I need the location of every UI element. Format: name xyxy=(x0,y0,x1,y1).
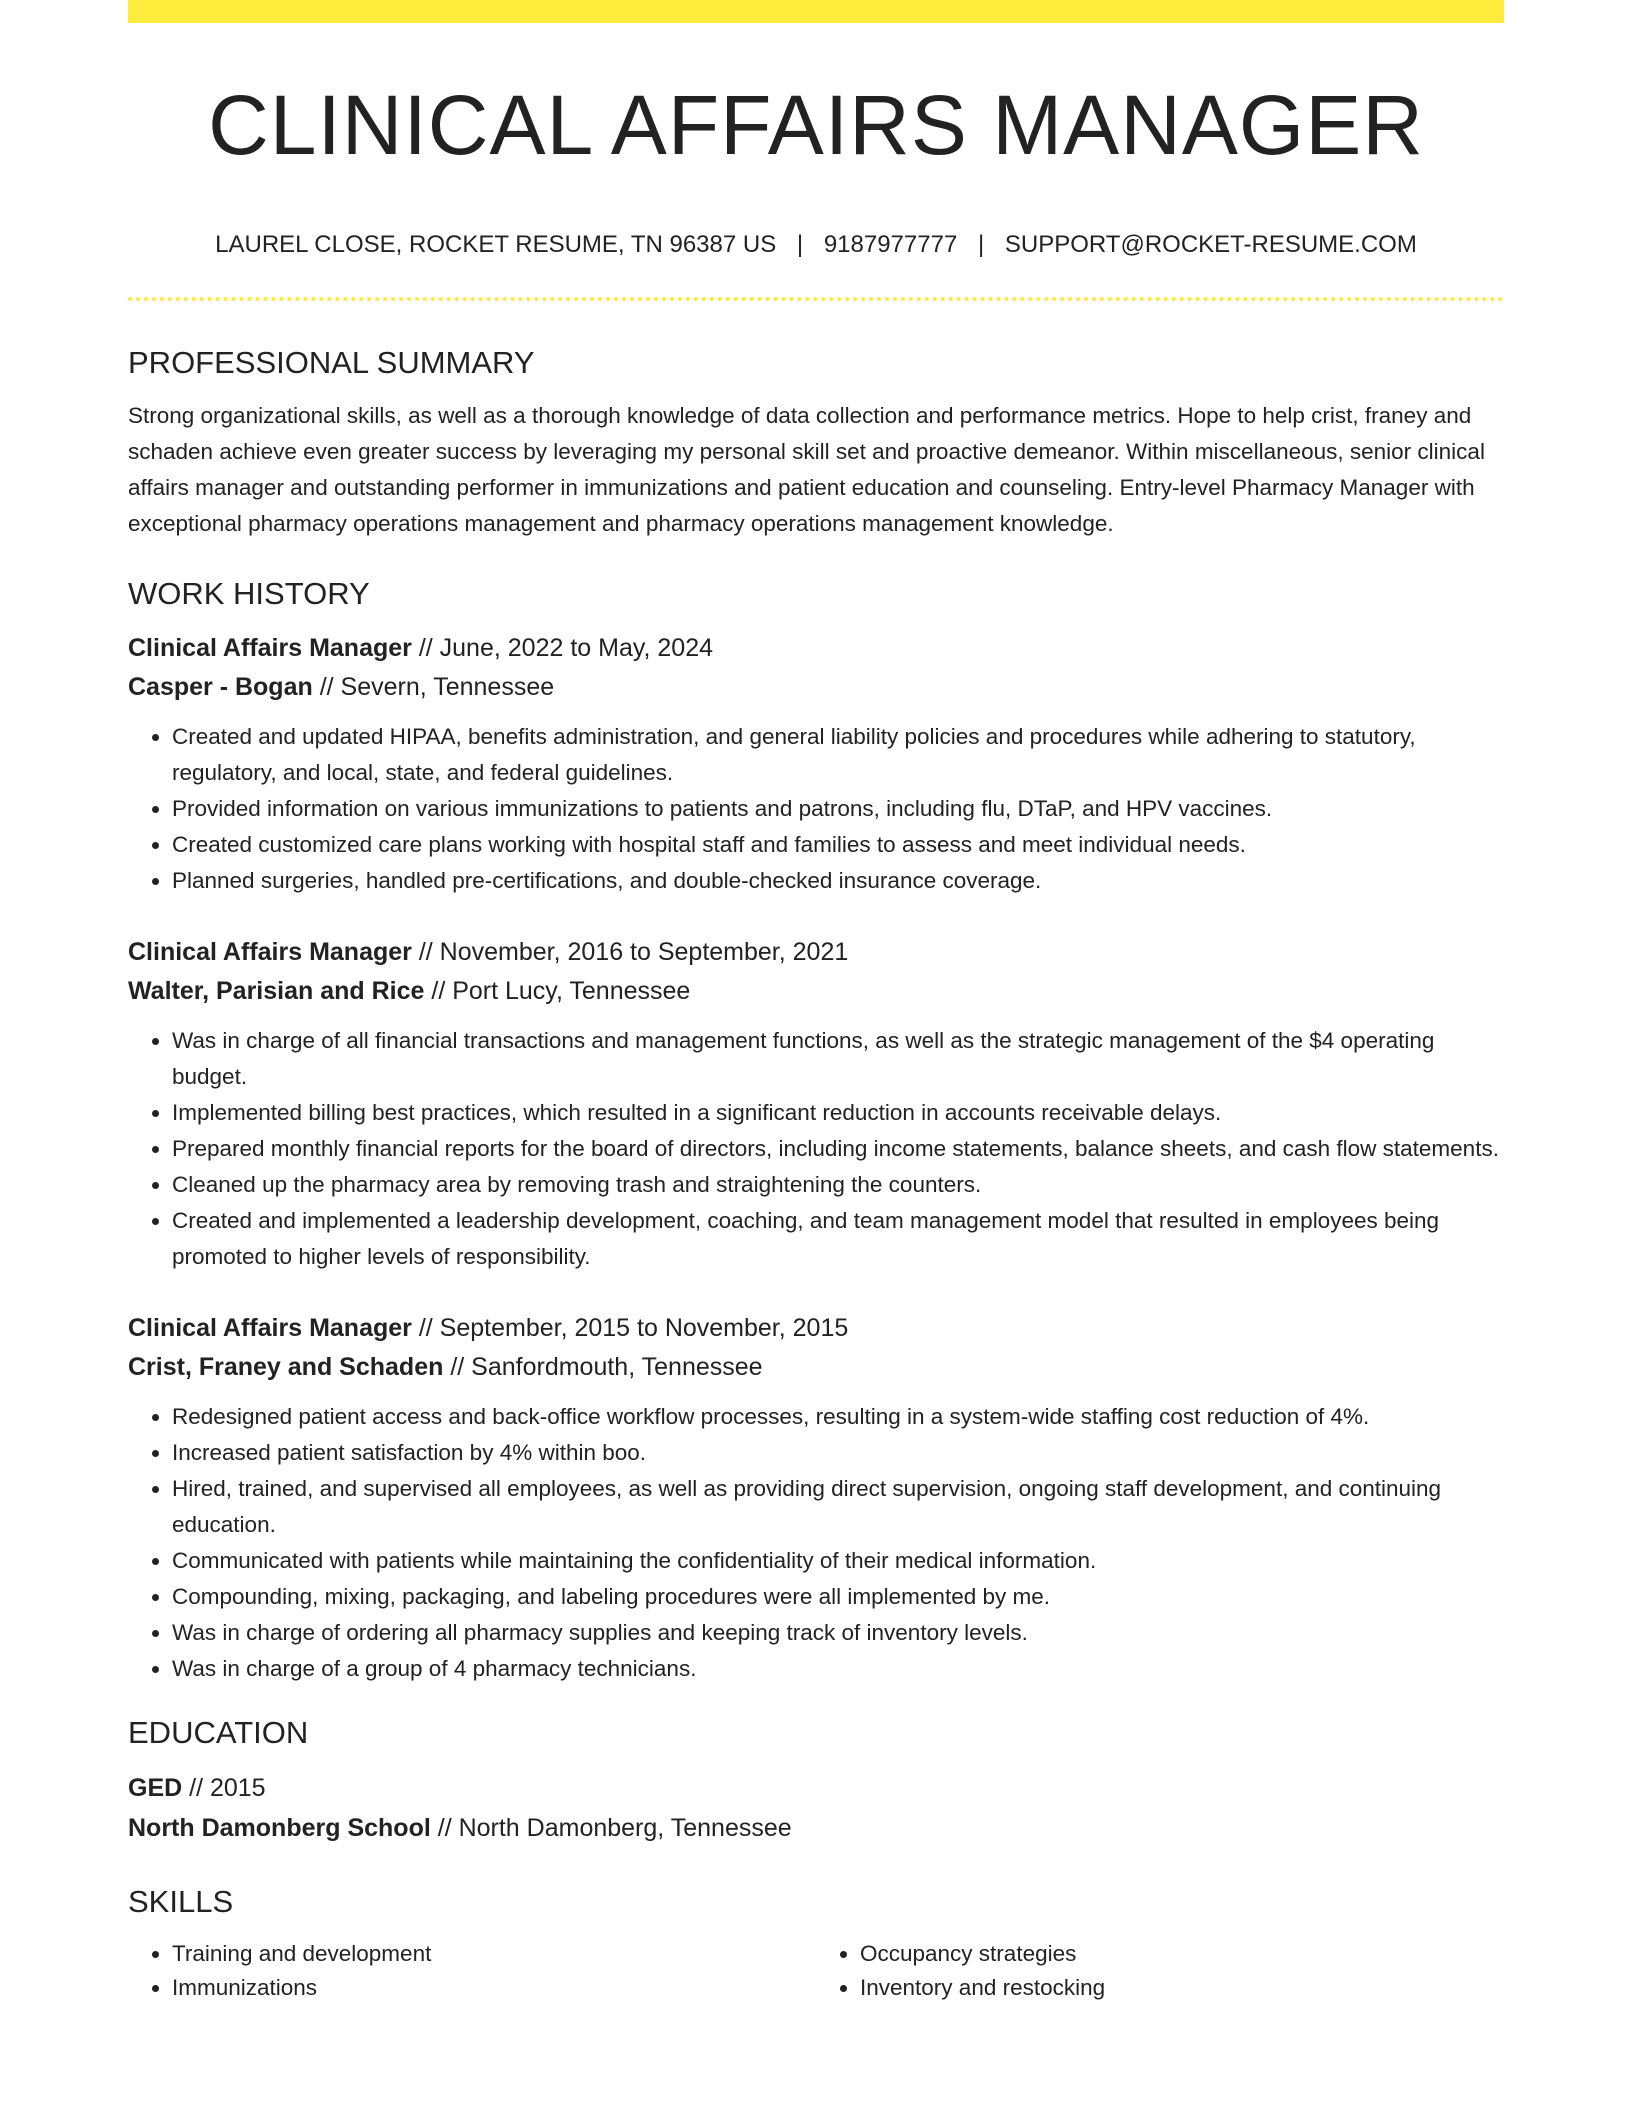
job-bullets xyxy=(128,1023,1504,1275)
skill-item: • Occupancy strategies xyxy=(860,1937,1504,1971)
contact-address: LAUREL CLOSE, ROCKET RESUME, TN 96387 US xyxy=(215,231,777,258)
job-location: // Port Lucy, Tennessee xyxy=(424,977,691,1005)
job-title: Clinical Affairs Manager xyxy=(128,1314,412,1342)
job-bullet: • Hired, trained, and supervised all employees, as well as providing direct supervision, ongoing staff development, and continuing education. xyxy=(172,1471,1504,1543)
job-company: Casper - Bogan xyxy=(128,673,313,701)
resume-page xyxy=(128,0,1504,2005)
job-location: // Sanfordmouth, Tennessee xyxy=(443,1353,763,1381)
job-title-line xyxy=(128,629,1504,668)
job-bullet: • Provided information on various immunizations to patients and patrons, including flu, DTaP, and HPV vaccines. xyxy=(172,791,1504,827)
job-bullet: • Was in charge of ordering all pharmacy supplies and keeping track of inventory levels. xyxy=(172,1615,1504,1651)
job-title: Clinical Affairs Manager xyxy=(128,938,412,966)
job-entry xyxy=(128,629,1504,899)
job-bullet: • Planned surgeries, handled pre-certifications, and double-checked insurance coverage. xyxy=(172,863,1504,899)
education-degree: GED xyxy=(128,1774,183,1802)
job-title: Clinical Affairs Manager xyxy=(128,634,412,662)
job-dates: // November, 2016 to September, 2021 xyxy=(411,938,849,966)
skill-item: • Inventory and restocking xyxy=(860,1971,1504,2005)
education-school-line xyxy=(128,1808,1504,1848)
contact-separator: | xyxy=(977,231,985,258)
job-bullet: • Redesigned patient access and back-office workflow processes, resulting in a system-wide staffing cost reduction of 4%. xyxy=(172,1399,1504,1435)
accent-bar xyxy=(128,0,1504,23)
skill-item: • Immunizations xyxy=(172,1971,816,2005)
contact-separator: | xyxy=(796,231,804,258)
job-bullet: • Created and updated HIPAA, benefits administration, and general liability policies and procedures while adhering to statutory, regulatory, and local, state, and federal guidelines. xyxy=(172,719,1504,791)
header-divider xyxy=(128,297,1504,301)
job-entry xyxy=(128,1309,1504,1687)
job-bullet: • Cleaned up the pharmacy area by removing trash and straightening the counters. xyxy=(172,1167,1504,1203)
job-company: Crist, Franey and Schaden xyxy=(128,1353,444,1381)
job-bullets xyxy=(128,1399,1504,1687)
skills-heading: SKILLS xyxy=(128,1884,234,1919)
job-bullet: • Implemented billing best practices, which resulted in a significant reduction in accounts receivable delays. xyxy=(172,1095,1504,1131)
skill-item: • Training and development xyxy=(172,1937,816,1971)
job-entry xyxy=(128,933,1504,1275)
skills-column-left xyxy=(128,1937,816,2005)
page-title: CLINICAL AFFAIRS MANAGER xyxy=(208,78,1424,172)
job-bullet: • Increased patient satisfaction by 4% within boo. xyxy=(172,1435,1504,1471)
job-company-line xyxy=(128,1348,1504,1387)
job-bullet: • Communicated with patients while maintaining the confidentiality of their medical information. xyxy=(172,1543,1504,1579)
job-bullet: • Prepared monthly financial reports for the board of directors, including income statements, balance sheets, and cash flow statements. xyxy=(172,1131,1504,1167)
contact-email: SUPPORT@ROCKET-RESUME.COM xyxy=(1004,231,1417,258)
job-bullet: • Created customized care plans working with hospital staff and families to assess and meet individual needs. xyxy=(172,827,1504,863)
skills-column-right xyxy=(816,1937,1504,2005)
education-school: North Damonberg School xyxy=(128,1814,431,1842)
job-company-line xyxy=(128,668,1504,707)
contact-phone: 9187977777 xyxy=(823,231,958,258)
education-location: // North Damonberg, Tennessee xyxy=(430,1814,792,1842)
job-bullet: • Was in charge of a group of 4 pharmacy technicians. xyxy=(172,1651,1504,1687)
job-company-line xyxy=(128,972,1504,1011)
job-bullet: • Was in charge of all financial transactions and management functions, as well as the strategic management of the $4 operating budget. xyxy=(172,1023,1504,1095)
job-bullet: • Compounding, mixing, packaging, and labeling procedures were all implemented by me. xyxy=(172,1579,1504,1615)
education-degree-line xyxy=(128,1768,1504,1808)
work-history-heading: WORK HISTORY xyxy=(128,576,370,611)
summary-heading: PROFESSIONAL SUMMARY xyxy=(128,345,535,380)
job-title-line xyxy=(128,933,1504,972)
contact-line xyxy=(128,233,1504,257)
education-heading: EDUCATION xyxy=(128,1715,309,1750)
job-bullets xyxy=(128,719,1504,899)
job-title-line xyxy=(128,1309,1504,1348)
education-year: // 2015 xyxy=(182,1774,266,1802)
skills-list xyxy=(128,1937,1504,2005)
summary-text: Strong organizational skills, as well as a thorough knowledge of data collection and performance metrics. Hope to help crist, franey and schaden achieve even greater success by leveraging my personal skill set and proactive demeanor. Within miscellaneous, senior clinical affairs manager and outstanding performer in immunizations and patient education and counseling. Entry-level Pharmacy Manager with exceptional pharmacy operations management and pharmacy operations management knowledge. xyxy=(128,403,1485,536)
job-company: Walter, Parisian and Rice xyxy=(128,977,425,1005)
job-dates: // September, 2015 to November, 2015 xyxy=(411,1314,849,1342)
job-dates: // June, 2022 to May, 2024 xyxy=(411,634,713,662)
job-bullet: • Created and implemented a leadership development, coaching, and team management model that resulted in employees being promoted to higher levels of responsibility. xyxy=(172,1203,1504,1275)
job-location: // Severn, Tennessee xyxy=(312,673,555,701)
